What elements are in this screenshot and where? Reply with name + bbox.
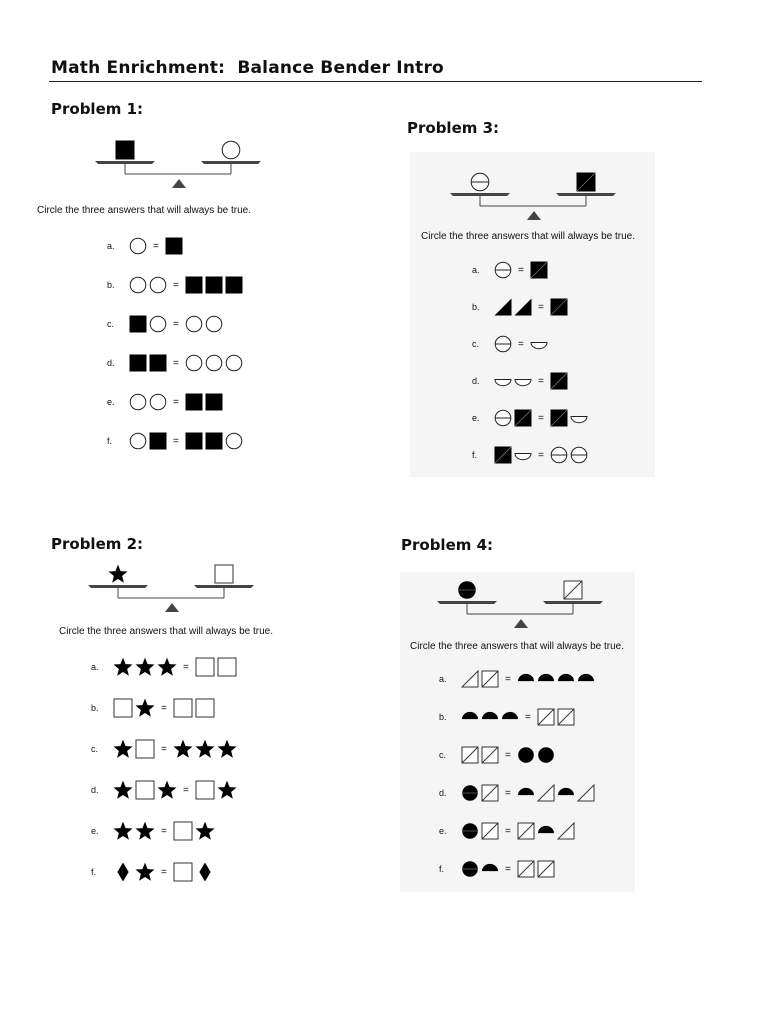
equals-sign: = [518, 264, 524, 276]
answer-option[interactable] [439, 706, 577, 728]
diag-square-icon [494, 446, 512, 464]
star-icon [135, 657, 155, 677]
open-square-icon [217, 657, 237, 677]
answer-option[interactable] [472, 296, 570, 318]
problem-heading: Problem 1: [51, 100, 144, 118]
star-icon [108, 564, 128, 584]
equals-sign: = [538, 412, 544, 424]
diag-square-icon [514, 409, 532, 427]
answer-option[interactable] [91, 779, 239, 801]
answer-option[interactable] [439, 820, 577, 842]
star-icon [135, 821, 155, 841]
equals-sign: = [161, 866, 167, 878]
answer-letter: d. [472, 376, 480, 386]
black-dome-icon [461, 708, 479, 726]
problem-heading: Problem 2: [51, 535, 144, 553]
answer-option[interactable] [439, 744, 557, 766]
diamond-icon [195, 862, 215, 882]
open-diag-square-icon [481, 784, 499, 802]
open-diag-square-icon [461, 746, 479, 764]
circle-icon [129, 432, 147, 450]
open-diag-square-icon [557, 708, 575, 726]
answer-option[interactable] [91, 861, 217, 883]
black-triangle-icon [514, 298, 532, 316]
diag-square-icon [576, 172, 596, 192]
square-icon [225, 276, 243, 294]
square-icon [129, 354, 147, 372]
diag-square-icon [550, 372, 568, 390]
equals-sign: = [505, 825, 511, 837]
answer-letter: c. [107, 319, 115, 329]
black-dome-icon [537, 670, 555, 688]
split-circle-icon [494, 335, 512, 353]
answer-option[interactable] [107, 274, 245, 296]
star-icon [217, 739, 237, 759]
circle-icon [149, 276, 167, 294]
open-diag-square-icon [563, 580, 583, 600]
instruction-text: Circle the three answers that will always be true. [37, 205, 251, 216]
diag-square-icon [550, 409, 568, 427]
black-dome-icon [517, 784, 535, 802]
answer-letter: b. [472, 302, 480, 312]
circle-icon [225, 354, 243, 372]
black-dome-icon [557, 784, 575, 802]
equals-sign: = [183, 661, 189, 673]
square-icon [205, 393, 223, 411]
answer-letter: f. [107, 436, 113, 446]
open-square-icon [173, 821, 193, 841]
answer-option[interactable] [107, 391, 225, 413]
circle-icon [129, 237, 147, 255]
split-black-circle-icon [461, 784, 479, 802]
square-icon [205, 432, 223, 450]
open-square-icon [195, 780, 215, 800]
answer-letter: e. [472, 413, 480, 423]
equals-sign: = [173, 396, 179, 408]
circle-icon [129, 276, 147, 294]
circle-icon [185, 354, 203, 372]
split-circle-icon [494, 261, 512, 279]
star-icon [135, 698, 155, 718]
answer-option[interactable] [91, 820, 217, 842]
black-dome-icon [577, 670, 595, 688]
answer-letter: c. [472, 339, 480, 349]
equals-sign: = [538, 449, 544, 461]
black-dome-icon [537, 822, 555, 840]
open-square-icon [135, 739, 155, 759]
answer-option[interactable] [472, 259, 550, 281]
answer-letter: b. [439, 712, 447, 722]
open-square-icon [195, 657, 215, 677]
black-dome-icon [501, 708, 519, 726]
square-icon [185, 432, 203, 450]
star-icon [157, 780, 177, 800]
diag-square-icon [530, 261, 548, 279]
answer-letter: a. [472, 265, 480, 275]
open-triangle-icon [577, 784, 595, 802]
open-diag-square-icon [481, 746, 499, 764]
star-icon [135, 862, 155, 882]
open-triangle-icon [461, 670, 479, 688]
answer-option[interactable] [91, 656, 239, 678]
circle-icon [205, 354, 223, 372]
equals-sign: = [505, 863, 511, 875]
instruction-text: Circle the three answers that will always be true. [410, 641, 624, 652]
answer-letter: c. [439, 750, 447, 760]
problem-heading: Problem 4: [401, 536, 494, 554]
split-circle-icon [470, 172, 490, 192]
square-icon [149, 354, 167, 372]
answer-letter: e. [107, 397, 115, 407]
answer-letter: e. [91, 826, 99, 836]
answer-letter: d. [439, 788, 447, 798]
split-black-circle-icon [461, 860, 479, 878]
answer-option[interactable] [91, 738, 239, 760]
star-icon [113, 821, 133, 841]
answer-option[interactable] [107, 313, 225, 335]
answer-letter: a. [91, 662, 99, 672]
circle-icon [221, 140, 241, 160]
star-icon [113, 780, 133, 800]
answer-option[interactable] [439, 858, 557, 880]
open-square-icon [214, 564, 234, 584]
title-divider [49, 81, 702, 82]
black-dome-icon [557, 670, 575, 688]
open-square-icon [135, 780, 155, 800]
answer-letter: a. [107, 241, 115, 251]
answer-letter: b. [91, 703, 99, 713]
answer-letter: e. [439, 826, 447, 836]
answer-letter: b. [107, 280, 115, 290]
equals-sign: = [173, 435, 179, 447]
bowl-icon [570, 409, 588, 427]
open-square-icon [173, 862, 193, 882]
star-icon [157, 657, 177, 677]
open-square-icon [195, 698, 215, 718]
answer-option[interactable] [472, 333, 550, 355]
page-title: Math Enrichment: Balance Bender Intro [51, 58, 444, 78]
equals-sign: = [173, 279, 179, 291]
open-diag-square-icon [537, 860, 555, 878]
black-triangle-icon [494, 298, 512, 316]
black-circle-icon [537, 746, 555, 764]
problem-heading: Problem 3: [407, 119, 500, 137]
bowl-icon [514, 372, 532, 390]
answer-option[interactable] [472, 444, 590, 466]
square-icon [185, 276, 203, 294]
equals-sign: = [161, 702, 167, 714]
star-icon [195, 821, 215, 841]
black-dome-icon [517, 670, 535, 688]
answer-letter: f. [91, 867, 97, 877]
split-circle-icon [550, 446, 568, 464]
square-icon [165, 237, 183, 255]
answer-letter: a. [439, 674, 447, 684]
open-diag-square-icon [537, 708, 555, 726]
answer-option[interactable] [91, 697, 217, 719]
answer-letter: c. [91, 744, 99, 754]
circle-icon [185, 315, 203, 333]
open-square-icon [113, 698, 133, 718]
black-dome-icon [481, 860, 499, 878]
square-icon [185, 393, 203, 411]
square-icon [129, 315, 147, 333]
circle-icon [149, 315, 167, 333]
equals-sign: = [505, 673, 511, 685]
open-square-icon [173, 698, 193, 718]
equals-sign: = [538, 375, 544, 387]
open-diag-square-icon [517, 822, 535, 840]
equals-sign: = [161, 743, 167, 755]
answer-option[interactable] [107, 352, 245, 374]
black-dome-icon [481, 708, 499, 726]
answer-letter: d. [107, 358, 115, 368]
equals-sign: = [161, 825, 167, 837]
equals-sign: = [173, 318, 179, 330]
black-circle-icon [517, 746, 535, 764]
star-icon [113, 739, 133, 759]
circle-icon [149, 393, 167, 411]
answer-option[interactable] [107, 235, 185, 257]
open-diag-square-icon [517, 860, 535, 878]
equals-sign: = [505, 787, 511, 799]
instruction-text: Circle the three answers that will always be true. [421, 231, 635, 242]
bowl-icon [514, 446, 532, 464]
answer-letter: d. [91, 785, 99, 795]
answer-option[interactable] [439, 782, 597, 804]
bowl-icon [530, 335, 548, 353]
instruction-text: Circle the three answers that will always be true. [59, 626, 273, 637]
star-icon [113, 657, 133, 677]
square-icon [205, 276, 223, 294]
open-triangle-icon [537, 784, 555, 802]
star-icon [173, 739, 193, 759]
circle-icon [129, 393, 147, 411]
answer-option[interactable] [472, 370, 570, 392]
answer-option[interactable] [107, 430, 245, 452]
equals-sign: = [505, 749, 511, 761]
open-diag-square-icon [481, 670, 499, 688]
split-circle-icon [494, 409, 512, 427]
equals-sign: = [183, 784, 189, 796]
answer-option[interactable] [439, 668, 597, 690]
split-black-circle-icon [457, 580, 477, 600]
diag-square-icon [550, 298, 568, 316]
circle-icon [205, 315, 223, 333]
square-icon [115, 140, 135, 160]
star-icon [195, 739, 215, 759]
bowl-icon [494, 372, 512, 390]
open-diag-square-icon [481, 822, 499, 840]
diamond-icon [113, 862, 133, 882]
open-triangle-icon [557, 822, 575, 840]
equals-sign: = [525, 711, 531, 723]
split-circle-icon [570, 446, 588, 464]
split-black-circle-icon [461, 822, 479, 840]
square-icon [149, 432, 167, 450]
equals-sign: = [518, 338, 524, 350]
star-icon [217, 780, 237, 800]
answer-option[interactable] [472, 407, 590, 429]
equals-sign: = [538, 301, 544, 313]
answer-letter: f. [472, 450, 478, 460]
circle-icon [225, 432, 243, 450]
answer-letter: f. [439, 864, 445, 874]
equals-sign: = [173, 357, 179, 369]
equals-sign: = [153, 240, 159, 252]
